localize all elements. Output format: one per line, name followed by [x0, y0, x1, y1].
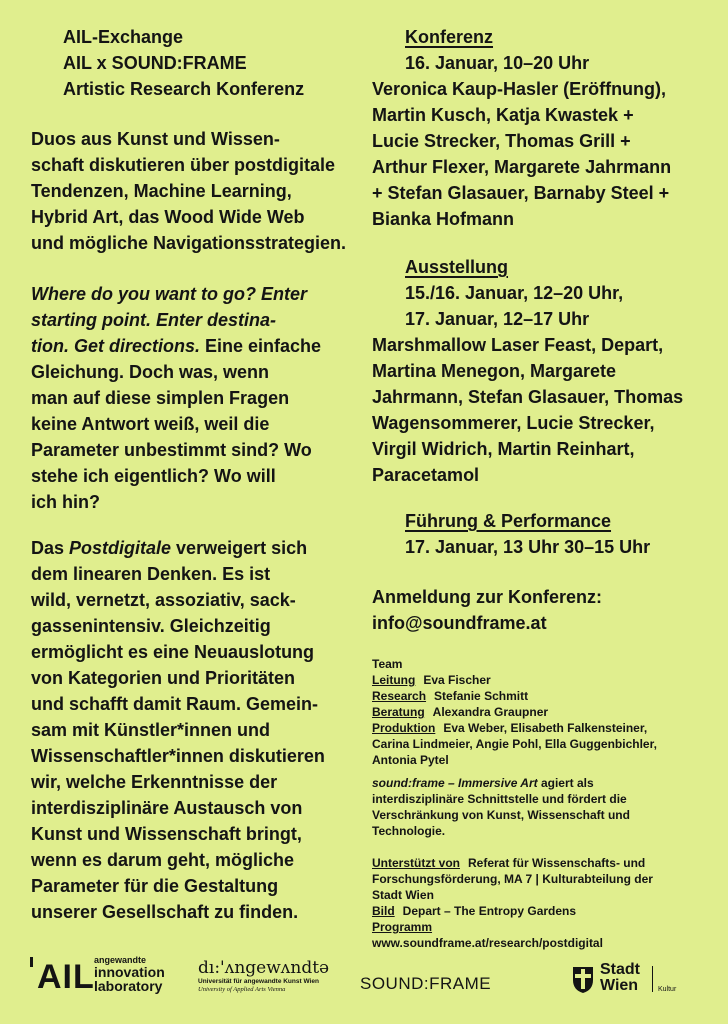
text-line: Tendenzen, Machine Learning,	[31, 181, 292, 201]
ail-line2: laboratory	[94, 978, 163, 994]
speaker-line: Bianka Hofmann	[372, 209, 515, 229]
about-italic: sound:frame – Immersive Art	[372, 776, 538, 790]
text-fragment: verweigert sich	[171, 538, 308, 558]
wien-line2: Wien	[600, 977, 639, 994]
italic-line: Where do you want to go? Enter	[31, 284, 307, 304]
ausstellung-section	[372, 254, 683, 488]
bild-label: Bild	[372, 904, 395, 918]
text-line: wenn es darum geht, mögliche	[31, 850, 295, 870]
konferenz-date: 16. Januar, 10–20 Uhr	[405, 53, 590, 73]
title-line: AIL x SOUND:FRAME	[63, 53, 247, 73]
support-line: Stadt Wien	[372, 888, 434, 902]
ail-small: angewandte	[94, 955, 147, 965]
ail-line1: innovation	[94, 964, 165, 980]
research-label: Research	[372, 689, 427, 703]
text-line: und mögliche Navigationsstrategien.	[31, 233, 347, 253]
produktion-value: Eva Weber, Elisabeth Falkensteiner,	[443, 721, 648, 735]
about-line: interdisziplinäre Schnittstelle und fördert die	[372, 792, 627, 806]
text-line: ich hin?	[31, 492, 100, 512]
text-line: und schafft damit Raum. Gemein-	[31, 694, 319, 714]
text-line: schaft diskutieren über postdigitale	[31, 155, 336, 175]
artist-line: Marshmallow Laser Feast, Depart,	[372, 335, 664, 355]
postdigital-paragraph	[31, 535, 325, 925]
speaker-line: Martin Kusch, Katja Kwastek +	[372, 105, 634, 125]
beratung-label: Beratung	[372, 705, 425, 719]
footer-logos	[0, 950, 728, 1010]
team-title: Team	[372, 657, 403, 671]
support-label: Unterstützt von	[372, 856, 460, 870]
programm-label: Programm	[372, 920, 433, 934]
text-line: Parameter für die Gestaltung	[31, 876, 279, 896]
research-value: Stefanie Schmitt	[434, 689, 529, 703]
angewandte-logo	[198, 958, 348, 998]
artist-line: Martina Menegon, Margarete	[372, 361, 617, 381]
text-line: sam mit Künstler*innen und	[31, 720, 271, 740]
artist-line: Virgil Widrich, Martin Reinhart,	[372, 439, 635, 459]
credits-section	[372, 855, 653, 951]
about-line: Technologie.	[372, 824, 446, 838]
about-line: Verschränkung von Kunst, Wissenschaft und	[372, 808, 630, 822]
bild-value: Depart – The Entropy Gardens	[402, 904, 577, 918]
text-line: man auf diese simplen Fragen	[31, 388, 290, 408]
programm-url[interactable]: www.soundframe.at/research/postdigital	[372, 936, 603, 950]
anmeldung-section	[372, 584, 602, 636]
question-paragraph	[31, 281, 321, 515]
text-line: gassenintensiv. Gleichzeitig	[31, 616, 271, 636]
intro-title	[63, 24, 304, 102]
support-line: Forschungsförderung, MA 7 | Kulturabteilung der	[372, 872, 653, 886]
description-paragraph	[31, 126, 346, 256]
produktion-line: Carina Lindmeier, Angie Pohl, Ella Guggenbichler,	[372, 737, 657, 751]
angewandte-wordmark: dı:'ʌngewʌndtə	[198, 958, 330, 978]
artist-line: Paracetamol	[372, 465, 480, 485]
team-section	[372, 656, 657, 768]
ausstellung-date: 17. Januar, 12–17 Uhr	[405, 309, 590, 329]
leitung-label: Leitung	[372, 673, 416, 687]
ail-mark: AIL	[37, 958, 95, 996]
italic-line: starting point. Enter destina-	[31, 310, 277, 330]
text-line: interdisziplinäre Austausch von	[31, 798, 303, 818]
title-line: AIL-Exchange	[63, 27, 184, 47]
ail-logo	[30, 956, 180, 996]
wien-small: Kultur	[658, 986, 677, 993]
wien-divider	[652, 966, 653, 992]
ausstellung-date: 15./16. Januar, 12–20 Uhr,	[405, 283, 624, 303]
title-line: Artistic Research Konferenz	[63, 79, 305, 99]
text-line: Kunst und Wissenschaft bringt,	[31, 824, 302, 844]
text-fragment: Das	[31, 538, 70, 558]
wien-line1: Stadt	[600, 961, 640, 978]
text-line: von Kategorien und Prioritäten	[31, 668, 296, 688]
konferenz-section	[372, 24, 671, 232]
anmeldung-label: Anmeldung zur Konferenz:	[372, 587, 602, 607]
produktion-line: Antonia Pytel	[372, 753, 449, 767]
angewandte-line2: University of Applied Arts Vienna	[198, 986, 286, 993]
artist-line: Wagensommerer, Lucie Strecker,	[372, 413, 655, 433]
speaker-line: Lucie Strecker, Thomas Grill +	[372, 131, 631, 151]
leitung-value: Eva Fischer	[423, 673, 491, 687]
italic-term: Postdigitale	[69, 538, 172, 558]
artist-line: Jahrmann, Stefan Glasauer, Thomas	[372, 387, 684, 407]
fuehrung-section	[372, 508, 650, 560]
speaker-line: Arthur Flexer, Margarete Jahrmann	[372, 157, 672, 177]
ausstellung-heading: Ausstellung	[405, 257, 509, 277]
text-line: keine Antwort weiß, weil die	[31, 414, 270, 434]
konferenz-heading: Konferenz	[405, 27, 494, 47]
speaker-line: Veronica Kaup-Hasler (Eröffnung),	[372, 79, 667, 99]
text-line: unserer Gesellschaft zu finden.	[31, 902, 299, 922]
text-line: dem linearen Denken. Es ist	[31, 564, 271, 584]
anmeldung-email[interactable]: info@soundframe.at	[372, 613, 547, 633]
fuehrung-date: 17. Januar, 13 Uhr 30–15 Uhr	[405, 537, 651, 557]
produktion-label: Produktion	[372, 721, 436, 735]
support-value: Referat für Wissenschafts- und	[468, 856, 646, 870]
about-text: agiert als	[537, 776, 594, 790]
text-line: Eine einfache	[200, 336, 322, 356]
text-line: Duos aus Kunst und Wissen-	[31, 129, 280, 149]
beratung-value: Alexandra Graupner	[432, 705, 549, 719]
text-line: Wissenschaftler*innen diskutieren	[31, 746, 325, 766]
text-line: ermöglicht es eine Neuauslotung	[31, 642, 315, 662]
ail-tick-mark	[30, 957, 33, 967]
text-line: Hybrid Art, das Wood Wide Web	[31, 207, 305, 227]
fuehrung-heading: Führung & Performance	[405, 511, 612, 531]
about-section	[372, 775, 630, 839]
stadt-wien-logo	[572, 962, 692, 1002]
text-line: wir, welche Erkenntnisse der	[31, 772, 278, 792]
italic-line: tion. Get directions.	[31, 336, 201, 356]
angewandte-line1: Universität für angewandte Kunst Wien	[198, 978, 319, 985]
text-line: stehe ich eigentlich? Wo will	[31, 466, 276, 486]
text-line: Parameter unbestimmt sind? Wo	[31, 440, 312, 460]
text-line: wild, vernetzt, assoziativ, sack-	[31, 590, 296, 610]
speaker-line: + Stefan Glasauer, Barnaby Steel +	[372, 183, 670, 203]
wien-shield-icon	[572, 964, 594, 994]
text-line: Gleichung. Doch was, wenn	[31, 362, 270, 382]
soundframe-logo: SOUND:FRAME	[360, 974, 492, 993]
